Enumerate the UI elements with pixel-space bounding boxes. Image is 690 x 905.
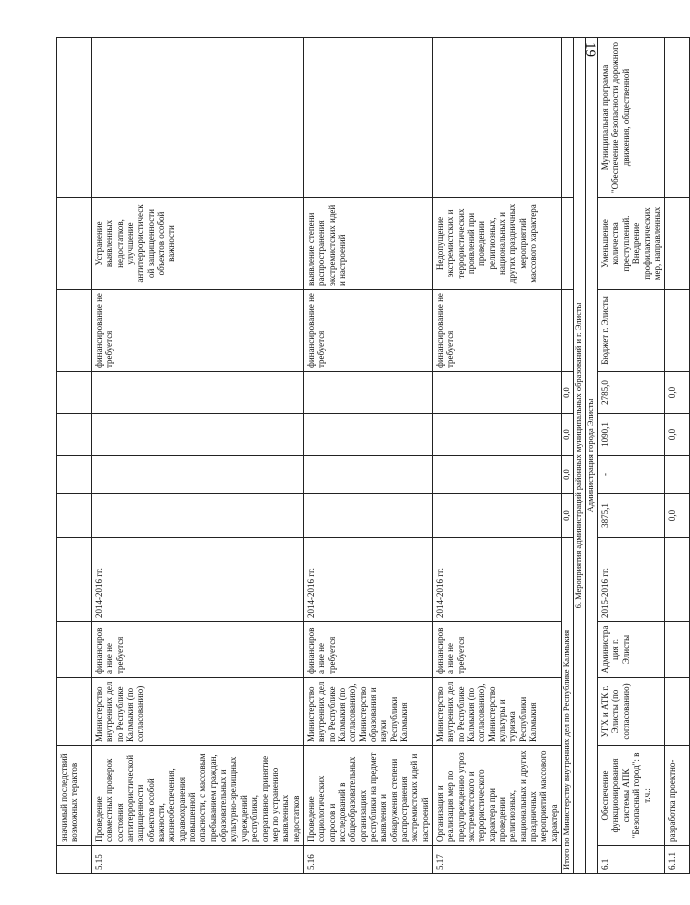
value-2016 bbox=[433, 372, 562, 414]
row-number: 5.17 bbox=[433, 846, 562, 874]
expected-result: Уменьшение количества преступлений. Внедрение профилактических мер, направленных bbox=[598, 198, 665, 290]
total-value-2015: 0,0 bbox=[562, 414, 574, 456]
executor bbox=[665, 678, 690, 746]
period: 2015-2016 гг. bbox=[598, 538, 665, 622]
value-2016 bbox=[303, 372, 432, 414]
value-2015 bbox=[57, 414, 92, 456]
subsection-heading: Администрация города Элисты bbox=[586, 38, 598, 874]
measure-name: Проведение совместных проверок состояния антитеррористической защищенности объектов особой важности, жизнеобеспечения, здравоохранения повышенной опасности, с массовым пребыванием граждан, образовательных и культурно-зрелищных учреждений республики, оперативное принятие мер по устранению выявленных недостатков bbox=[92, 746, 304, 846]
measure-name: Проведение социологических опросов и исследований в общеобразовательных организациях республики на предмет выявления и обнаружения степени распространения экстремистских идей и настроений bbox=[303, 746, 432, 846]
value-2014 bbox=[92, 456, 304, 494]
value-2015: 0,0 bbox=[665, 414, 690, 456]
executor bbox=[57, 678, 92, 746]
measures-table bbox=[56, 37, 690, 874]
value-2016 bbox=[57, 372, 92, 414]
related-program bbox=[665, 38, 690, 198]
period: 2014-2016 гг. bbox=[92, 538, 304, 622]
section-heading-row bbox=[574, 38, 586, 874]
funding-source: финансирова ние не требуется bbox=[303, 622, 432, 678]
expected-result: Недопущение экстремистских и террористических проявлений при проведении религиозных, национальных и других праздничных мероприятий массового характера bbox=[433, 198, 562, 290]
empty-cell bbox=[562, 198, 574, 290]
value-total bbox=[57, 494, 92, 538]
section-heading: 6. Мероприятия администраций районных муниципальных образований и г. Элисты bbox=[574, 38, 586, 874]
funding-source: финансирова ние не требуется bbox=[92, 622, 304, 678]
related-program bbox=[303, 38, 432, 198]
total-value: 0,0 bbox=[562, 494, 574, 538]
related-program bbox=[57, 38, 92, 198]
expected-result bbox=[57, 198, 92, 290]
row-number: 6.1.1 bbox=[665, 846, 690, 874]
value-2014 bbox=[433, 456, 562, 494]
total-label: Итого по Министерству внутренних дел по Республике Калмыкия bbox=[562, 538, 574, 874]
total-value-2016: 0,0 bbox=[562, 372, 574, 414]
executor: Министерство внутренних дел по Республике Калмыкия (по согласованию) bbox=[92, 678, 304, 746]
value-2014 bbox=[665, 456, 690, 494]
row-number: 6.1 bbox=[598, 846, 665, 874]
subsection-heading-row bbox=[586, 38, 598, 874]
table-row bbox=[433, 38, 562, 874]
related-program bbox=[92, 38, 304, 198]
value-total bbox=[92, 494, 304, 538]
value-2015: 1090,1 bbox=[598, 414, 665, 456]
row-number bbox=[57, 846, 92, 874]
value-2015 bbox=[433, 414, 562, 456]
row-number: 5.15 bbox=[92, 846, 304, 874]
executor: УГХ и АТК г. Элисты (по согласованию) bbox=[598, 678, 665, 746]
funding-source: Администра ция г. Элисты bbox=[598, 622, 665, 678]
total-value-2014: 0,0 bbox=[562, 456, 574, 494]
executor: Министерство внутренних дел по Республике Калмыкия (по согласованию), Министерство образования и науки Республики Калмыкия bbox=[303, 678, 432, 746]
empty-cell bbox=[562, 290, 574, 372]
budget-source: финансирование не требуется bbox=[433, 290, 562, 372]
value-total bbox=[303, 494, 432, 538]
measure-name: значимый последствий возможных терактов bbox=[57, 746, 92, 846]
funding-source bbox=[57, 622, 92, 678]
budget-source: финансирование не требуется bbox=[92, 290, 304, 372]
expected-result: Устранение выявленных недостатков, улучшение антитеррористическ ой защищенности объектов особой важности bbox=[92, 198, 304, 290]
budget-source: Бюджет г. Элисты bbox=[598, 290, 665, 372]
measure-name: разработка проектно- bbox=[665, 746, 690, 846]
value-total: 0,0 bbox=[665, 494, 690, 538]
executor: Министерство внутренних дел по Республике Калмыкия (по согласованию), Министерство культуры и туризма Республики Калмыкия bbox=[433, 678, 562, 746]
value-2016 bbox=[92, 372, 304, 414]
table-row bbox=[598, 38, 665, 874]
empty-cell bbox=[562, 38, 574, 198]
expected-result: выявление степени распространения экстремистских идей и настроений bbox=[303, 198, 432, 290]
value-2016: 2785,0 bbox=[598, 372, 665, 414]
value-2014 bbox=[57, 456, 92, 494]
budget-source: финансирование не требуется bbox=[303, 290, 432, 372]
value-2015 bbox=[92, 414, 304, 456]
funding-source: финансирова ние не требуется bbox=[433, 622, 562, 678]
budget-source bbox=[57, 290, 92, 372]
table-row bbox=[665, 38, 690, 874]
period: 2014-2016 гг. bbox=[303, 538, 432, 622]
value-total: 3875,1 bbox=[598, 494, 665, 538]
measure-name: Организация и реализация мер по предупреждению угроз экстремистского и террористического характера при проведении религиозных, национальных и других праздничных мероприятий массового характера bbox=[433, 746, 562, 846]
related-program: Муниципальная программа "Обеспечение безопасности дорожного движения, общественной bbox=[598, 38, 665, 198]
value-2016: 0,0 bbox=[665, 372, 690, 414]
period bbox=[57, 538, 92, 622]
page-number: 19 bbox=[582, 42, 598, 57]
measure-name: Обеспечение функционирования системы АПК "Безопасный город": в т.ч.: bbox=[598, 746, 665, 846]
funding-source bbox=[665, 622, 690, 678]
table-row bbox=[92, 38, 304, 874]
expected-result bbox=[665, 198, 690, 290]
total-row bbox=[562, 38, 574, 874]
period bbox=[665, 538, 690, 622]
value-2014 bbox=[303, 456, 432, 494]
table-row bbox=[303, 38, 432, 874]
related-program bbox=[433, 38, 562, 198]
budget-source bbox=[665, 290, 690, 372]
period: 2014-2016 гг. bbox=[433, 538, 562, 622]
value-2015 bbox=[303, 414, 432, 456]
table-row bbox=[57, 38, 92, 874]
value-2014: - bbox=[598, 456, 665, 494]
row-number: 5.16 bbox=[303, 846, 432, 874]
value-total bbox=[433, 494, 562, 538]
